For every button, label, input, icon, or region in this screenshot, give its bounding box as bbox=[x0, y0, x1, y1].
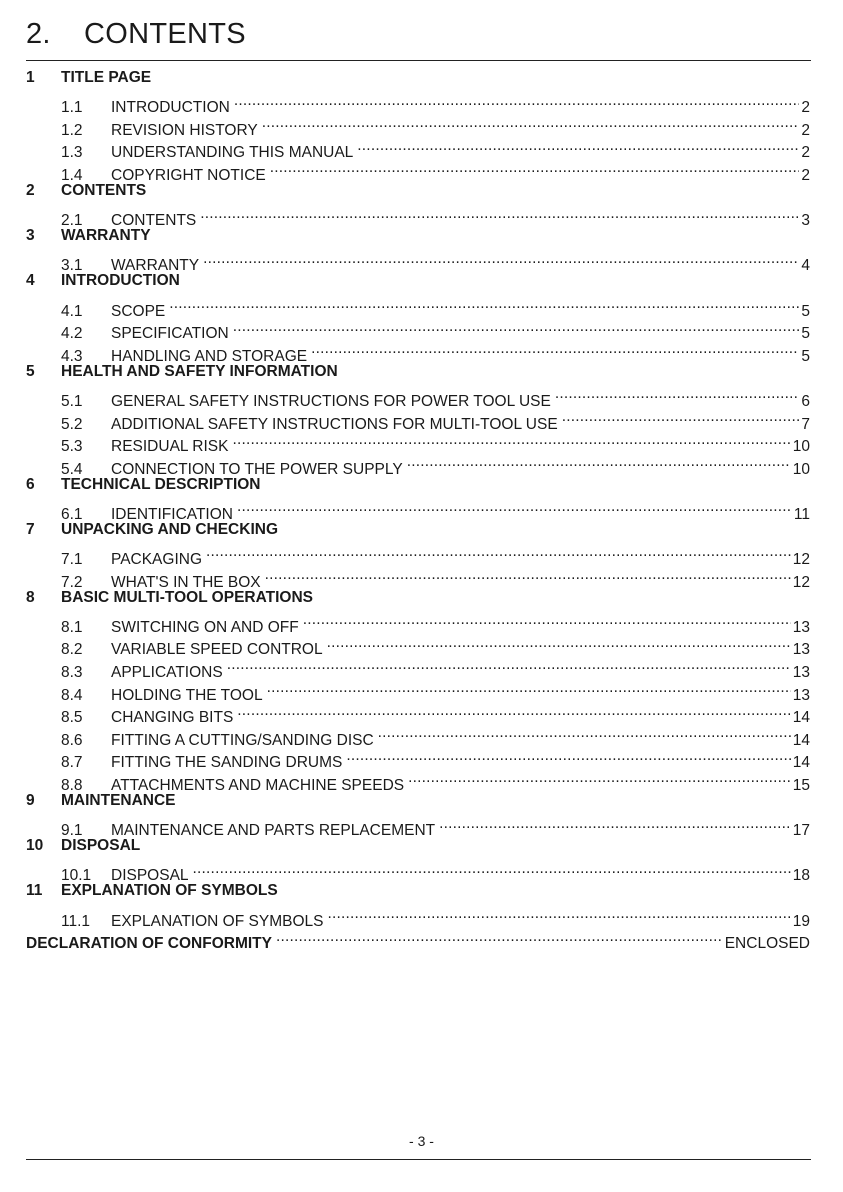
entry-title: EXPLANATION OF SYMBOLS bbox=[111, 912, 324, 930]
section-number: 4 bbox=[26, 272, 35, 290]
entry-title: COPYRIGHT NOTICE bbox=[111, 166, 266, 184]
entry-page-number: 10 bbox=[792, 438, 810, 456]
toc-entry-row[interactable] bbox=[26, 248, 810, 275]
entry-title: GENERAL SAFETY INSTRUCTIONS FOR POWER TOOL USE bbox=[111, 392, 551, 410]
entry-title: CONNECTION TO THE POWER SUPPLY bbox=[111, 460, 403, 478]
entry-title: WHAT'S IN THE BOX bbox=[111, 573, 261, 591]
dot-leader bbox=[230, 429, 790, 452]
entry-number: 1.1 bbox=[61, 99, 83, 117]
dot-leader bbox=[406, 767, 791, 790]
entry-page-number: 17 bbox=[792, 822, 810, 840]
entry-title: INTRODUCTION bbox=[111, 99, 230, 117]
section-title: WARRANTY bbox=[61, 227, 151, 245]
section-number: 1 bbox=[26, 69, 35, 86]
section-title: EXPLANATION OF SYMBOLS bbox=[61, 882, 278, 900]
toc-section-row[interactable] bbox=[26, 880, 810, 903]
entry-title: HOLDING THE TOOL bbox=[111, 686, 263, 704]
toc-entry-row[interactable] bbox=[26, 203, 810, 230]
dot-leader bbox=[204, 541, 791, 564]
entry-page-number: 13 bbox=[792, 641, 810, 659]
entry-number: 7.1 bbox=[61, 551, 83, 569]
footer-divider bbox=[26, 1159, 811, 1160]
toc-section-row[interactable] bbox=[26, 587, 810, 610]
entry-number: 10.1 bbox=[61, 867, 92, 885]
entry-title: CHANGING BITS bbox=[111, 709, 234, 727]
entry-number: 8.6 bbox=[61, 731, 83, 749]
toc-section-row[interactable] bbox=[26, 790, 810, 813]
entry-page-number: 2 bbox=[801, 166, 810, 184]
section-title: BASIC MULTI-TOOL OPERATIONS bbox=[61, 588, 314, 606]
entry-number: 3.1 bbox=[61, 257, 83, 275]
entry-page-number: 14 bbox=[792, 709, 810, 727]
dot-leader bbox=[355, 135, 799, 158]
toc-entry-row[interactable] bbox=[26, 903, 810, 930]
page-title-number: 2. bbox=[26, 18, 51, 50]
entry-title: FITTING A CUTTING/SANDING DISC bbox=[111, 731, 374, 749]
toc-section-row[interactable] bbox=[26, 180, 810, 203]
dot-leader bbox=[325, 903, 790, 926]
entry-number: 5.2 bbox=[61, 415, 83, 433]
entry-page-number: 12 bbox=[792, 551, 810, 569]
entry-number: 5.1 bbox=[61, 392, 83, 410]
toc-section-row[interactable] bbox=[26, 519, 810, 542]
entry-title: VARIABLE SPEED CONTROL bbox=[111, 641, 323, 659]
section-number: 2 bbox=[26, 181, 35, 199]
section-number: 6 bbox=[26, 475, 35, 493]
toc-section-row[interactable] bbox=[26, 67, 810, 90]
section-number: 7 bbox=[26, 520, 35, 538]
entry-title: PACKAGING bbox=[111, 551, 203, 569]
toc-section-row[interactable] bbox=[26, 225, 810, 248]
entry-title: RESIDUAL RISK bbox=[111, 438, 229, 456]
entry-title: IDENTIFICATION bbox=[111, 505, 233, 523]
dot-leader bbox=[198, 203, 799, 226]
entry-title: ATTACHMENTS AND MACHINE SPEEDS bbox=[111, 777, 405, 794]
entry-title: APPLICATIONS bbox=[111, 664, 223, 682]
section-number: 11 bbox=[26, 882, 43, 900]
dot-leader bbox=[301, 609, 791, 632]
dot-leader bbox=[344, 745, 790, 768]
entry-page-number: 14 bbox=[792, 754, 810, 772]
section-title: CONTENTS bbox=[61, 181, 147, 199]
declaration-page: ENCLOSED bbox=[724, 935, 810, 953]
entry-title: REVISION HISTORY bbox=[111, 121, 258, 139]
entry-page-number: 6 bbox=[801, 392, 810, 410]
footer-page-number: - 3 - bbox=[409, 1133, 434, 1149]
entry-number: 8.8 bbox=[61, 777, 83, 794]
section-title: TECHNICAL DESCRIPTION bbox=[61, 475, 261, 493]
dot-leader bbox=[560, 406, 800, 429]
section-title: MAINTENANCE bbox=[61, 792, 176, 809]
title-divider bbox=[26, 60, 811, 61]
dot-leader bbox=[376, 722, 791, 745]
entry-page-number: 13 bbox=[792, 686, 810, 704]
entry-title: HANDLING AND STORAGE bbox=[111, 347, 308, 365]
entry-number: 1.2 bbox=[61, 121, 83, 139]
entry-page-number: 7 bbox=[801, 415, 810, 433]
entry-number: 5.3 bbox=[61, 438, 83, 456]
entry-title: CONTENTS bbox=[111, 212, 197, 230]
section-title: HEALTH AND SAFETY INFORMATION bbox=[61, 362, 338, 380]
entry-number: 2.1 bbox=[61, 212, 83, 230]
section-number: 9 bbox=[26, 792, 35, 809]
toc-section-row[interactable] bbox=[26, 361, 810, 384]
entry-number: 11.1 bbox=[61, 912, 91, 930]
section-number: 8 bbox=[26, 588, 35, 606]
entry-number: 8.2 bbox=[61, 641, 83, 659]
section-title: INTRODUCTION bbox=[61, 272, 180, 290]
toc-entry-row[interactable] bbox=[26, 813, 810, 840]
entry-page-number: 18 bbox=[792, 867, 810, 885]
dot-leader bbox=[553, 383, 800, 406]
entry-page-number: 2 bbox=[801, 99, 810, 117]
dot-leader bbox=[191, 858, 791, 881]
toc-entry-row[interactable] bbox=[26, 90, 810, 117]
entry-title: SCOPE bbox=[111, 302, 166, 320]
section-title: TITLE PAGE bbox=[61, 69, 152, 86]
dot-leader bbox=[167, 293, 799, 316]
entry-page-number: 2 bbox=[801, 121, 810, 139]
toc-entry-row[interactable] bbox=[26, 383, 810, 410]
entry-title: UNDERSTANDING THIS MANUAL bbox=[111, 144, 354, 162]
entry-page-number: 4 bbox=[801, 257, 810, 275]
entry-title: MAINTENANCE AND PARTS REPLACEMENT bbox=[111, 822, 436, 840]
entry-number: 9.1 bbox=[61, 822, 83, 840]
section-title: DISPOSAL bbox=[61, 837, 141, 855]
toc-entry-row[interactable] bbox=[26, 293, 810, 320]
entry-number: 4.2 bbox=[61, 325, 83, 343]
entry-page-number: 15 bbox=[792, 777, 810, 794]
entry-number: 1.3 bbox=[61, 144, 83, 162]
toc-section-row[interactable] bbox=[26, 474, 810, 497]
entry-page-number: 14 bbox=[792, 731, 810, 749]
entry-page-number: 19 bbox=[792, 912, 810, 930]
entry-page-number: 5 bbox=[801, 347, 810, 365]
entry-page-number: 13 bbox=[792, 664, 810, 682]
dot-leader bbox=[268, 157, 800, 180]
entry-number: 4.3 bbox=[61, 347, 83, 365]
entry-number: 8.5 bbox=[61, 709, 83, 727]
entry-title: SPECIFICATION bbox=[111, 325, 229, 343]
entry-page-number: 11 bbox=[793, 505, 810, 523]
entry-title: SWITCHING ON AND OFF bbox=[111, 618, 299, 636]
page-title bbox=[26, 18, 246, 51]
dot-leader bbox=[265, 677, 791, 700]
table-of-contents bbox=[26, 67, 810, 953]
entry-page-number: 13 bbox=[792, 618, 810, 636]
dot-leader bbox=[232, 90, 800, 113]
entry-page-number: 3 bbox=[801, 212, 810, 230]
declaration-title: DECLARATION OF CONFORMITY bbox=[26, 935, 272, 953]
entry-number: 8.7 bbox=[61, 754, 83, 772]
dot-leader bbox=[201, 248, 799, 271]
toc-entry-row[interactable] bbox=[26, 496, 810, 523]
dot-leader bbox=[235, 496, 792, 519]
dot-leader bbox=[309, 338, 799, 361]
dot-leader bbox=[235, 700, 790, 723]
dot-leader bbox=[437, 813, 791, 836]
toc-entry-row[interactable] bbox=[26, 609, 810, 636]
entry-title: WARRANTY bbox=[111, 257, 200, 275]
entry-page-number: 5 bbox=[801, 325, 810, 343]
entry-number: 8.4 bbox=[61, 686, 83, 704]
section-number: 10 bbox=[26, 837, 44, 855]
dot-leader bbox=[274, 926, 723, 949]
dot-leader bbox=[405, 451, 791, 474]
toc-section-row[interactable] bbox=[26, 270, 810, 293]
toc-entry-row[interactable] bbox=[26, 858, 810, 885]
dot-leader bbox=[325, 632, 791, 655]
entry-number: 6.1 bbox=[61, 505, 83, 523]
dot-leader bbox=[225, 654, 791, 677]
dot-leader bbox=[260, 112, 800, 135]
entry-number: 5.4 bbox=[61, 460, 83, 478]
dot-leader bbox=[231, 316, 800, 339]
entry-number: 8.3 bbox=[61, 664, 83, 682]
entry-number: 1.4 bbox=[61, 166, 83, 184]
entry-page-number: 5 bbox=[801, 302, 810, 320]
section-number: 5 bbox=[26, 362, 35, 380]
page-title-text: CONTENTS bbox=[84, 18, 246, 50]
toc-entry-row[interactable] bbox=[26, 541, 810, 569]
entry-title: FITTING THE SANDING DRUMS bbox=[111, 754, 343, 772]
entry-title: DISPOSAL bbox=[111, 867, 189, 885]
entry-title: ADDITIONAL SAFETY INSTRUCTIONS FOR MULTI-TOOL USE bbox=[111, 415, 558, 433]
entry-number: 8.1 bbox=[61, 618, 83, 636]
entry-number: 4.1 bbox=[61, 302, 83, 320]
section-title: UNPACKING AND CHECKING bbox=[61, 520, 278, 538]
entry-page-number: 10 bbox=[792, 460, 810, 478]
entry-page-number: 12 bbox=[792, 573, 810, 591]
dot-leader bbox=[263, 564, 791, 587]
entry-page-number: 2 bbox=[801, 144, 810, 162]
entry-number: 7.2 bbox=[61, 573, 83, 591]
section-number: 3 bbox=[26, 227, 35, 245]
